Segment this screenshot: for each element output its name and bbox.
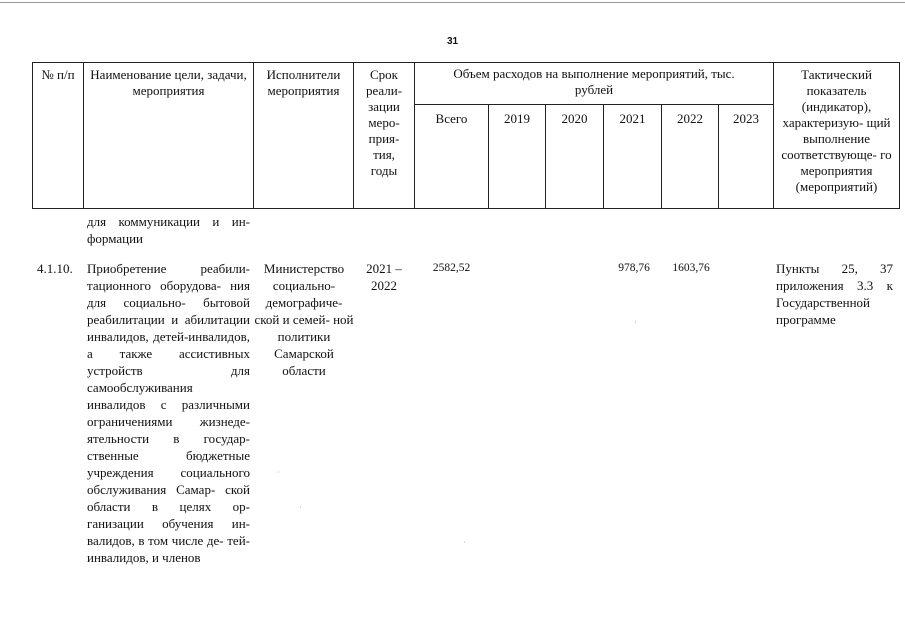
- row-indicator: Пункты 25, 37 приложения 3.3 к Государственной программе: [776, 261, 893, 327]
- scan-speck: ·: [463, 538, 466, 547]
- scan-speck: ·: [277, 468, 280, 477]
- header-expenses: Объем расходов на выполнение мероприятий, тыс. рублей: [414, 62, 774, 105]
- page-top-border: [0, 2, 905, 3]
- header-year-2019: 2019: [488, 104, 546, 209]
- row-name: Приобретение реабили- тационного оборудова- ния для социально- бытовой реабилитации и абилитации инвалидов, детей-инвалидов, а также ассистивных устройств для самообслуживания инвалидов с различными ограничениями жизнеде- ятельности в государ- ственные бюджетные учреждения социального обслуживания Самар- ской области в целях ор- ганизации обучения ин- валидов, в том числе де- тей-инвалидов, и членов: [87, 261, 250, 565]
- continuation-text: для коммуникации и ин- формации: [87, 214, 250, 246]
- header-executors: Исполнители мероприятия: [253, 62, 354, 209]
- header-year-2022: 2022: [661, 104, 719, 209]
- row-num: 4.1.10.: [37, 261, 73, 276]
- scan-speck: ·: [299, 503, 302, 512]
- header-name: Наименование цели, задачи, мероприятия: [83, 62, 254, 209]
- header-year-2020: 2020: [545, 104, 604, 209]
- page-number: 31: [446, 36, 459, 47]
- row-2022: 1603,76: [672, 262, 710, 274]
- header-year-2021: 2021: [603, 104, 662, 209]
- row-term: 2021 – 2022: [366, 261, 402, 293]
- row-total: 2582,52: [432, 262, 471, 274]
- header-total: Всего: [414, 104, 489, 209]
- header-indicator: Тактический показатель (индикатор), характеризую- щий выполнение соответствующе- го мероприятия (мероприятий): [773, 62, 900, 209]
- scan-speck: ·: [634, 318, 637, 327]
- row-executor: Министерство социально- демографиче- ской и семей- ной политики Самарской области: [254, 261, 354, 378]
- row-2021: 978,76: [618, 262, 650, 274]
- header-num: № п/п: [32, 62, 84, 209]
- header-year-2023: 2023: [718, 104, 774, 209]
- header-term: Срок реали- зации меро- прия- тия, годы: [353, 62, 415, 209]
